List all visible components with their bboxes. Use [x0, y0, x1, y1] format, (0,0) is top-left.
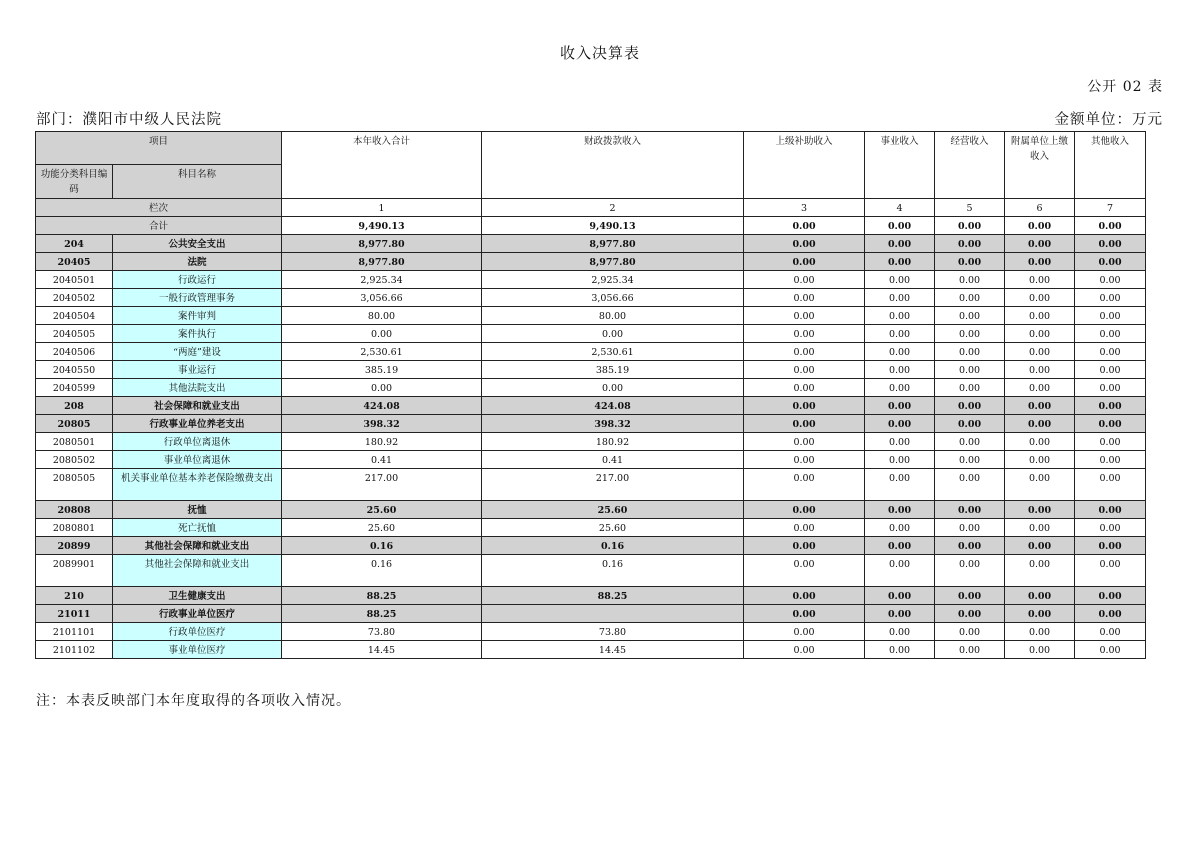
value-cell: 424.08: [282, 397, 482, 415]
value-cell: 0.00: [935, 641, 1005, 659]
code-cell: 20899: [36, 537, 113, 555]
value-cell: 398.32: [482, 415, 744, 433]
value-cell: 0.00: [865, 605, 935, 623]
value-cell: 0.41: [482, 451, 744, 469]
header-project: 项目: [36, 132, 282, 165]
name-cell: 机关事业单位基本养老保险缴费支出: [113, 469, 282, 501]
value-cell: 0.00: [744, 605, 865, 623]
name-cell: 社会保障和就业支出: [113, 397, 282, 415]
name-cell: 行政单位离退休: [113, 433, 282, 451]
name-cell: 公共安全支出: [113, 235, 282, 253]
col-number: 1: [282, 199, 482, 217]
code-cell: 204: [36, 235, 113, 253]
value-cell: 0.00: [935, 501, 1005, 519]
name-cell: “两庭”建设: [113, 343, 282, 361]
value-cell: 0.00: [744, 555, 865, 587]
value-cell: 0.00: [935, 235, 1005, 253]
value-cell: 0.00: [935, 537, 1005, 555]
col-number: 5: [935, 199, 1005, 217]
value-cell: 0.00: [865, 469, 935, 501]
value-cell: 0.00: [865, 555, 935, 587]
value-cell: 180.92: [282, 433, 482, 451]
header-lanci: 栏次: [36, 199, 282, 217]
value-cell: 180.92: [482, 433, 744, 451]
value-cell: 0.00: [1075, 289, 1146, 307]
value-cell: 0.00: [865, 343, 935, 361]
header-col7: 其他收入: [1075, 132, 1146, 199]
name-cell: 其他法院支出: [113, 379, 282, 397]
value-cell: 424.08: [482, 397, 744, 415]
value-cell: 0.00: [935, 361, 1005, 379]
code-cell: 2040550: [36, 361, 113, 379]
total-cell: 0.00: [865, 217, 935, 235]
value-cell: 0.00: [935, 605, 1005, 623]
table-row: [36, 379, 1146, 397]
value-cell: 0.00: [935, 433, 1005, 451]
value-cell: 0.00: [1005, 587, 1075, 605]
header-col5: 经营收入: [935, 132, 1005, 199]
table-row: [36, 587, 1146, 605]
code-cell: 2101102: [36, 641, 113, 659]
value-cell: 0.00: [744, 519, 865, 537]
value-cell: 0.00: [744, 289, 865, 307]
col-number: 2: [482, 199, 744, 217]
code-cell: 2040502: [36, 289, 113, 307]
code-cell: 20405: [36, 253, 113, 271]
value-cell: 0.00: [935, 397, 1005, 415]
value-cell: 0.00: [1075, 433, 1146, 451]
table-row: [36, 605, 1146, 623]
value-cell: 0.00: [744, 379, 865, 397]
table-row: [36, 433, 1146, 451]
code-cell: 20808: [36, 501, 113, 519]
table-row: [36, 343, 1146, 361]
value-cell: 0.00: [865, 361, 935, 379]
value-cell: 25.60: [282, 501, 482, 519]
value-cell: 0.00: [282, 379, 482, 397]
value-cell: 80.00: [482, 307, 744, 325]
code-cell: 21011: [36, 605, 113, 623]
name-cell: 一般行政管理事务: [113, 289, 282, 307]
value-cell: 0.00: [865, 379, 935, 397]
value-cell: 0.00: [935, 451, 1005, 469]
table-row: [36, 555, 1146, 587]
name-cell: 案件审判: [113, 307, 282, 325]
value-cell: 385.19: [482, 361, 744, 379]
value-cell: 0.00: [1005, 519, 1075, 537]
value-cell: 8,977.80: [282, 253, 482, 271]
value-cell: 0.00: [482, 325, 744, 343]
table-row: [36, 397, 1146, 415]
value-cell: 0.00: [744, 361, 865, 379]
value-cell: 0.00: [935, 519, 1005, 537]
value-cell: 0.00: [744, 501, 865, 519]
value-cell: 8,977.80: [482, 253, 744, 271]
value-cell: 0.00: [744, 325, 865, 343]
value-cell: 0.00: [865, 537, 935, 555]
value-cell: 0.16: [282, 537, 482, 555]
name-cell: 死亡抚恤: [113, 519, 282, 537]
value-cell: 0.00: [1005, 307, 1075, 325]
table-row: [36, 415, 1146, 433]
value-cell: 0.41: [282, 451, 482, 469]
value-cell: 0.00: [1075, 361, 1146, 379]
value-cell: 0.00: [1005, 361, 1075, 379]
value-cell: 0.00: [1075, 253, 1146, 271]
value-cell: 0.00: [935, 415, 1005, 433]
value-cell: 0.00: [935, 325, 1005, 343]
code-cell: 208: [36, 397, 113, 415]
form-number: 公开 02 表: [1087, 79, 1163, 95]
value-cell: 0.00: [1075, 605, 1146, 623]
name-cell: 行政事业单位医疗: [113, 605, 282, 623]
value-cell: 217.00: [282, 469, 482, 501]
value-cell: 0.00: [744, 587, 865, 605]
value-cell: 80.00: [282, 307, 482, 325]
value-cell: 0.00: [1005, 451, 1075, 469]
value-cell: 0.00: [865, 325, 935, 343]
code-cell: 210: [36, 587, 113, 605]
code-cell: 2040505: [36, 325, 113, 343]
value-cell: 0.00: [865, 501, 935, 519]
value-cell: 2,925.34: [282, 271, 482, 289]
table-row: [36, 271, 1146, 289]
name-cell: 事业运行: [113, 361, 282, 379]
value-cell: 0.00: [1005, 397, 1075, 415]
value-cell: 398.32: [282, 415, 482, 433]
table-row: [36, 537, 1146, 555]
table-row: [36, 623, 1146, 641]
code-cell: 2040501: [36, 271, 113, 289]
value-cell: 217.00: [482, 469, 744, 501]
value-cell: 0.00: [935, 343, 1005, 361]
value-cell: 3,056.66: [282, 289, 482, 307]
value-cell: 0.00: [865, 415, 935, 433]
value-cell: 0.00: [1005, 605, 1075, 623]
total-label: 合计: [36, 217, 282, 235]
name-cell: 卫生健康支出: [113, 587, 282, 605]
code-cell: 2040504: [36, 307, 113, 325]
value-cell: 0.00: [1075, 397, 1146, 415]
header-col2: 财政拨款收入: [482, 132, 744, 199]
header-func-code: 功能分类科目编码: [36, 165, 113, 199]
value-cell: 0.00: [1005, 235, 1075, 253]
name-cell: 行政运行: [113, 271, 282, 289]
col-number: 3: [744, 199, 865, 217]
value-cell: 88.25: [482, 587, 744, 605]
value-cell: 0.00: [1005, 501, 1075, 519]
value-cell: 0.00: [744, 623, 865, 641]
table-row: [36, 469, 1146, 501]
table-row: [36, 325, 1146, 343]
value-cell: 3,056.66: [482, 289, 744, 307]
value-cell: 0.00: [1005, 641, 1075, 659]
value-cell: 0.00: [1005, 343, 1075, 361]
value-cell: 0.00: [1075, 537, 1146, 555]
value-cell: 25.60: [482, 519, 744, 537]
value-cell: 0.00: [1075, 623, 1146, 641]
value-cell: 0.00: [1075, 325, 1146, 343]
value-cell: 0.00: [935, 587, 1005, 605]
value-cell: 0.00: [935, 271, 1005, 289]
name-cell: 行政事业单位养老支出: [113, 415, 282, 433]
name-cell: 案件执行: [113, 325, 282, 343]
value-cell: 0.00: [1005, 379, 1075, 397]
value-cell: 0.00: [744, 307, 865, 325]
name-cell: 事业单位离退休: [113, 451, 282, 469]
value-cell: 0.00: [744, 343, 865, 361]
col-number: 4: [865, 199, 935, 217]
value-cell: 0.00: [1075, 235, 1146, 253]
value-cell: 88.25: [282, 605, 482, 623]
header-col3: 上级补助收入: [744, 132, 865, 199]
value-cell: 0.00: [935, 469, 1005, 501]
code-cell: 2089901: [36, 555, 113, 587]
value-cell: 0.00: [1075, 519, 1146, 537]
value-cell: 0.16: [282, 555, 482, 587]
department-label: 部门：濮阳市中级人民法院: [36, 112, 222, 128]
total-cell: 0.00: [1005, 217, 1075, 235]
income-table: [35, 131, 1146, 659]
value-cell: 0.00: [1005, 415, 1075, 433]
value-cell: 0.00: [1075, 641, 1146, 659]
header-col6: 附属单位上缴收入: [1005, 132, 1075, 199]
name-cell: 其他社会保障和就业支出: [113, 555, 282, 587]
value-cell: 0.00: [1005, 537, 1075, 555]
value-cell: 0.00: [935, 379, 1005, 397]
value-cell: 0.00: [482, 379, 744, 397]
total-cell: 0.00: [1075, 217, 1146, 235]
value-cell: 0.00: [1075, 307, 1146, 325]
value-cell: 0.00: [744, 641, 865, 659]
value-cell: 0.00: [865, 235, 935, 253]
footnote: 注：本表反映部门本年度取得的各项收入情况。: [36, 693, 351, 709]
value-cell: 0.00: [1075, 343, 1146, 361]
code-cell: 2080801: [36, 519, 113, 537]
value-cell: 0.00: [744, 537, 865, 555]
value-cell: 2,530.61: [482, 343, 744, 361]
value-cell: 0.00: [744, 397, 865, 415]
value-cell: 0.00: [865, 271, 935, 289]
value-cell: 0.00: [865, 397, 935, 415]
col-number: 7: [1075, 199, 1146, 217]
value-cell: 0.00: [1075, 469, 1146, 501]
value-cell: 0.00: [744, 271, 865, 289]
table-row: [36, 501, 1146, 519]
value-cell: 0.16: [482, 555, 744, 587]
value-cell: 0.00: [1005, 271, 1075, 289]
value-cell: 0.00: [1005, 469, 1075, 501]
value-cell: 73.80: [482, 623, 744, 641]
page-title: 收入决算表: [559, 44, 640, 62]
value-cell: 0.00: [1005, 253, 1075, 271]
value-cell: 25.60: [282, 519, 482, 537]
value-cell: 0.00: [865, 307, 935, 325]
name-cell: 事业单位医疗: [113, 641, 282, 659]
code-cell: 2040506: [36, 343, 113, 361]
value-cell: 0.00: [935, 253, 1005, 271]
value-cell: 0.00: [935, 289, 1005, 307]
table-row: [36, 641, 1146, 659]
value-cell: 0.00: [935, 555, 1005, 587]
total-cell: 0.00: [935, 217, 1005, 235]
header-col1: 本年收入合计: [282, 132, 482, 199]
value-cell: 0.00: [1075, 415, 1146, 433]
value-cell: 0.00: [865, 253, 935, 271]
value-cell: 0.00: [865, 623, 935, 641]
table-row: [36, 289, 1146, 307]
value-cell: 0.00: [1075, 501, 1146, 519]
table-row: [36, 361, 1146, 379]
value-cell: 0.00: [1005, 325, 1075, 343]
value-cell: 0.00: [744, 469, 865, 501]
code-cell: 2040599: [36, 379, 113, 397]
code-cell: 2080505: [36, 469, 113, 501]
value-cell: 0.00: [865, 641, 935, 659]
value-cell: 0.00: [865, 433, 935, 451]
table-row: [36, 451, 1146, 469]
value-cell: 8,977.80: [482, 235, 744, 253]
value-cell: 0.00: [865, 289, 935, 307]
table-row: [36, 307, 1146, 325]
value-cell: [482, 605, 744, 623]
total-cell: 9,490.13: [282, 217, 482, 235]
value-cell: 0.00: [1005, 623, 1075, 641]
value-cell: 0.00: [744, 235, 865, 253]
value-cell: 0.00: [1005, 555, 1075, 587]
name-cell: 其他社会保障和就业支出: [113, 537, 282, 555]
header-subject-name: 科目名称: [113, 165, 282, 199]
value-cell: 0.00: [865, 519, 935, 537]
value-cell: 0.00: [744, 433, 865, 451]
value-cell: 0.16: [482, 537, 744, 555]
value-cell: 0.00: [935, 623, 1005, 641]
value-cell: 14.45: [482, 641, 744, 659]
total-cell: 9,490.13: [482, 217, 744, 235]
value-cell: 0.00: [1075, 555, 1146, 587]
table-row: [36, 253, 1146, 271]
unit-label: 金额单位：万元: [1054, 112, 1163, 128]
total-cell: 0.00: [744, 217, 865, 235]
value-cell: 0.00: [1075, 271, 1146, 289]
value-cell: 25.60: [482, 501, 744, 519]
value-cell: 0.00: [1005, 433, 1075, 451]
value-cell: 73.80: [282, 623, 482, 641]
value-cell: 0.00: [865, 587, 935, 605]
value-cell: 0.00: [1075, 379, 1146, 397]
code-cell: 2080501: [36, 433, 113, 451]
value-cell: 0.00: [282, 325, 482, 343]
value-cell: 0.00: [744, 451, 865, 469]
name-cell: 法院: [113, 253, 282, 271]
table-row: [36, 519, 1146, 537]
code-cell: 2101101: [36, 623, 113, 641]
value-cell: 0.00: [744, 415, 865, 433]
value-cell: 0.00: [1075, 587, 1146, 605]
value-cell: 0.00: [1075, 451, 1146, 469]
value-cell: 385.19: [282, 361, 482, 379]
table-row: [36, 235, 1146, 253]
value-cell: 2,530.61: [282, 343, 482, 361]
name-cell: 行政单位医疗: [113, 623, 282, 641]
value-cell: 2,925.34: [482, 271, 744, 289]
value-cell: 0.00: [744, 253, 865, 271]
value-cell: 88.25: [282, 587, 482, 605]
col-number: 6: [1005, 199, 1075, 217]
value-cell: 0.00: [935, 307, 1005, 325]
value-cell: 8,977.80: [282, 235, 482, 253]
name-cell: 抚恤: [113, 501, 282, 519]
value-cell: 0.00: [1005, 289, 1075, 307]
value-cell: 0.00: [865, 451, 935, 469]
value-cell: 14.45: [282, 641, 482, 659]
code-cell: 2080502: [36, 451, 113, 469]
header-col4: 事业收入: [865, 132, 935, 199]
code-cell: 20805: [36, 415, 113, 433]
